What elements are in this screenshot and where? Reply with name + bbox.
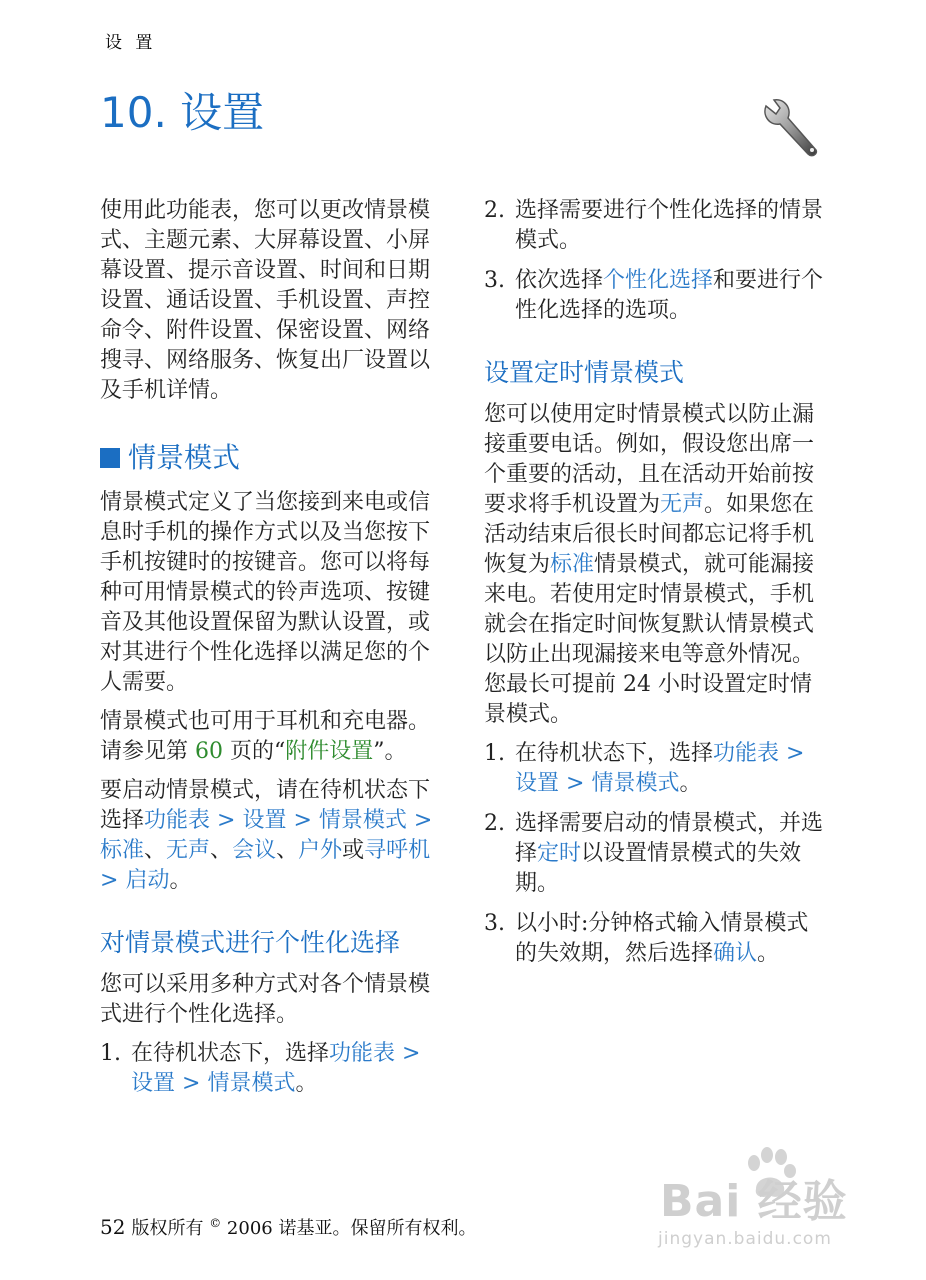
text: 情景模式，就可能漏接来电。若使用定时情景模式，手机就会在指定时间恢复默认情景模式以防止出现漏接来电等意外情况。您最长可提前 24 小时设置定时情景模式。 xyxy=(484,552,815,727)
step-number: 3. xyxy=(484,911,505,936)
text: 选择需要进行个性化选择的情景模式。 xyxy=(515,198,824,253)
separator: > xyxy=(175,1071,208,1096)
text: 在待机状态下，选择 xyxy=(515,741,714,766)
personalize-steps-continued xyxy=(484,196,829,326)
timed-term: 定时 xyxy=(537,841,582,866)
text: 。如果您在活动结束后很长时间都忘记将手机恢复为 xyxy=(484,492,815,577)
timed-profile-paragraph xyxy=(484,400,829,730)
confirm-term: 确认 xyxy=(713,941,758,966)
silent-term: 无声 xyxy=(166,838,211,863)
silent-term: 无声 xyxy=(660,492,705,517)
text: 依次选择 xyxy=(515,268,604,293)
timed-profile-steps xyxy=(484,739,829,969)
text: 。 xyxy=(295,1071,318,1096)
text: 或 xyxy=(342,838,365,863)
personalize-paragraph: 您可以采用多种方式对各个情景模式进行个性化选择。 xyxy=(100,972,431,1027)
settings-term: 设置 xyxy=(242,808,287,833)
section-heading-profiles xyxy=(100,440,445,476)
profiles-term: 情景模式 xyxy=(591,771,680,796)
text: 要启动情景模式，请在待机状态下选择 xyxy=(100,778,431,833)
separator: > xyxy=(559,771,592,796)
left-column xyxy=(100,196,445,1109)
separator: > xyxy=(286,808,319,833)
activate-term: 启动 xyxy=(125,868,170,893)
text: 以设置情景模式的失效期。 xyxy=(515,841,802,896)
menu-term: 功能表 xyxy=(713,741,780,766)
activate-profile-paragraph xyxy=(100,776,445,896)
text: 、 xyxy=(144,838,167,863)
personalize-term: 个性化选择 xyxy=(603,268,714,293)
step-number: 3. xyxy=(484,268,505,293)
text: 页的“ xyxy=(223,739,286,764)
separator: > xyxy=(779,741,805,766)
step-number: 1. xyxy=(100,1041,121,1066)
text: 、 xyxy=(276,838,299,863)
wrench-icon xyxy=(758,92,826,160)
separator: > xyxy=(406,808,433,833)
personalize-steps xyxy=(100,1039,445,1099)
pager-term: 寻呼机 xyxy=(364,838,431,863)
watermark-url: jingyan.baidu.com xyxy=(658,1229,832,1249)
running-head: 设 置 xyxy=(105,33,157,53)
meeting-term: 会议 xyxy=(232,838,277,863)
text: 您可以使用定时情景模式以防止漏接重要电话。例如，假设您出席一个重要的活动，且在活动开始前按要求将手机设置为 xyxy=(484,402,815,517)
settings-term: 设置 xyxy=(515,771,560,796)
watermark-logo-text: Bai 经验 xyxy=(660,1176,848,1227)
text: 和要进行个性化选择的选项。 xyxy=(515,268,824,323)
chapter-title: 10. 设置 xyxy=(100,88,265,137)
text: 、 xyxy=(210,838,233,863)
copyright-text: 版权所有 xyxy=(131,1218,210,1239)
step-number: 2. xyxy=(484,811,505,836)
separator: > xyxy=(210,808,243,833)
profiles-accessories-paragraph xyxy=(100,707,445,767)
outdoor-term: 户外 xyxy=(298,838,343,863)
separator: > xyxy=(100,868,126,893)
page-number: 52 xyxy=(100,1215,126,1239)
page-reference[interactable]: 60 xyxy=(195,739,223,764)
profiles-definition-paragraph: 情景模式定义了当您接到来电或信息时手机的操作方式以及当您按下手机按键时的按键音。您可以将每种可用情景模式的铃声选项、按键音及其他设置保留为默认设置，或对其进行个性化选择以满足您的个人需要。 xyxy=(100,490,431,695)
baidu-watermark xyxy=(640,1145,870,1265)
square-bullet-icon xyxy=(100,448,120,468)
step-number: 1. xyxy=(484,741,505,766)
text: 以小时:分钟格式输入情景模式的失效期，然后选择 xyxy=(515,911,809,966)
page-footer xyxy=(100,1214,476,1240)
text: 情景模式也可用于耳机和充电器。请参见第 xyxy=(100,709,431,764)
right-column xyxy=(484,196,829,979)
normal-term: 标准 xyxy=(100,838,145,863)
text: 选择需要启动的情景模式，并选择 xyxy=(515,811,824,866)
list-item xyxy=(484,809,829,899)
normal-term: 标准 xyxy=(550,552,595,577)
separator: > xyxy=(395,1041,421,1066)
list-item xyxy=(484,909,829,969)
copyright-text: 2006 诺基亚。保留所有权利。 xyxy=(221,1218,477,1239)
section-heading-text: 情景模式 xyxy=(128,441,241,474)
list-item xyxy=(100,1039,445,1099)
text: 在待机状态下，选择 xyxy=(131,1041,330,1066)
list-item xyxy=(484,739,829,799)
text: 。 xyxy=(757,941,780,966)
subheading-personalize: 对情景模式进行个性化选择 xyxy=(100,928,401,957)
menu-term: 功能表 xyxy=(329,1041,396,1066)
menu-term: 功能表 xyxy=(144,808,211,833)
text: 。 xyxy=(169,868,192,893)
profiles-term: 情景模式 xyxy=(318,808,407,833)
intro-paragraph: 使用此功能表，您可以更改情景模式、主题元素、大屏幕设置、小屏幕设置、提示音设置、时间和日期设置、通话设置、手机设置、声控命令、附件设置、保密设置、网络搜寻、网络服务、恢复出厂设置以及手机详情。 xyxy=(100,198,431,403)
copyright-symbol: © xyxy=(209,1216,222,1230)
text: 。 xyxy=(679,771,702,796)
text: ”。 xyxy=(373,739,407,764)
subheading-timed-profile: 设置定时情景模式 xyxy=(484,358,685,387)
settings-term: 设置 xyxy=(131,1071,176,1096)
accessory-settings-link[interactable]: 附件设置 xyxy=(285,739,374,764)
profiles-term: 情景模式 xyxy=(207,1071,296,1096)
step-number: 2. xyxy=(484,198,505,223)
list-item xyxy=(484,266,829,326)
list-item xyxy=(484,196,829,256)
